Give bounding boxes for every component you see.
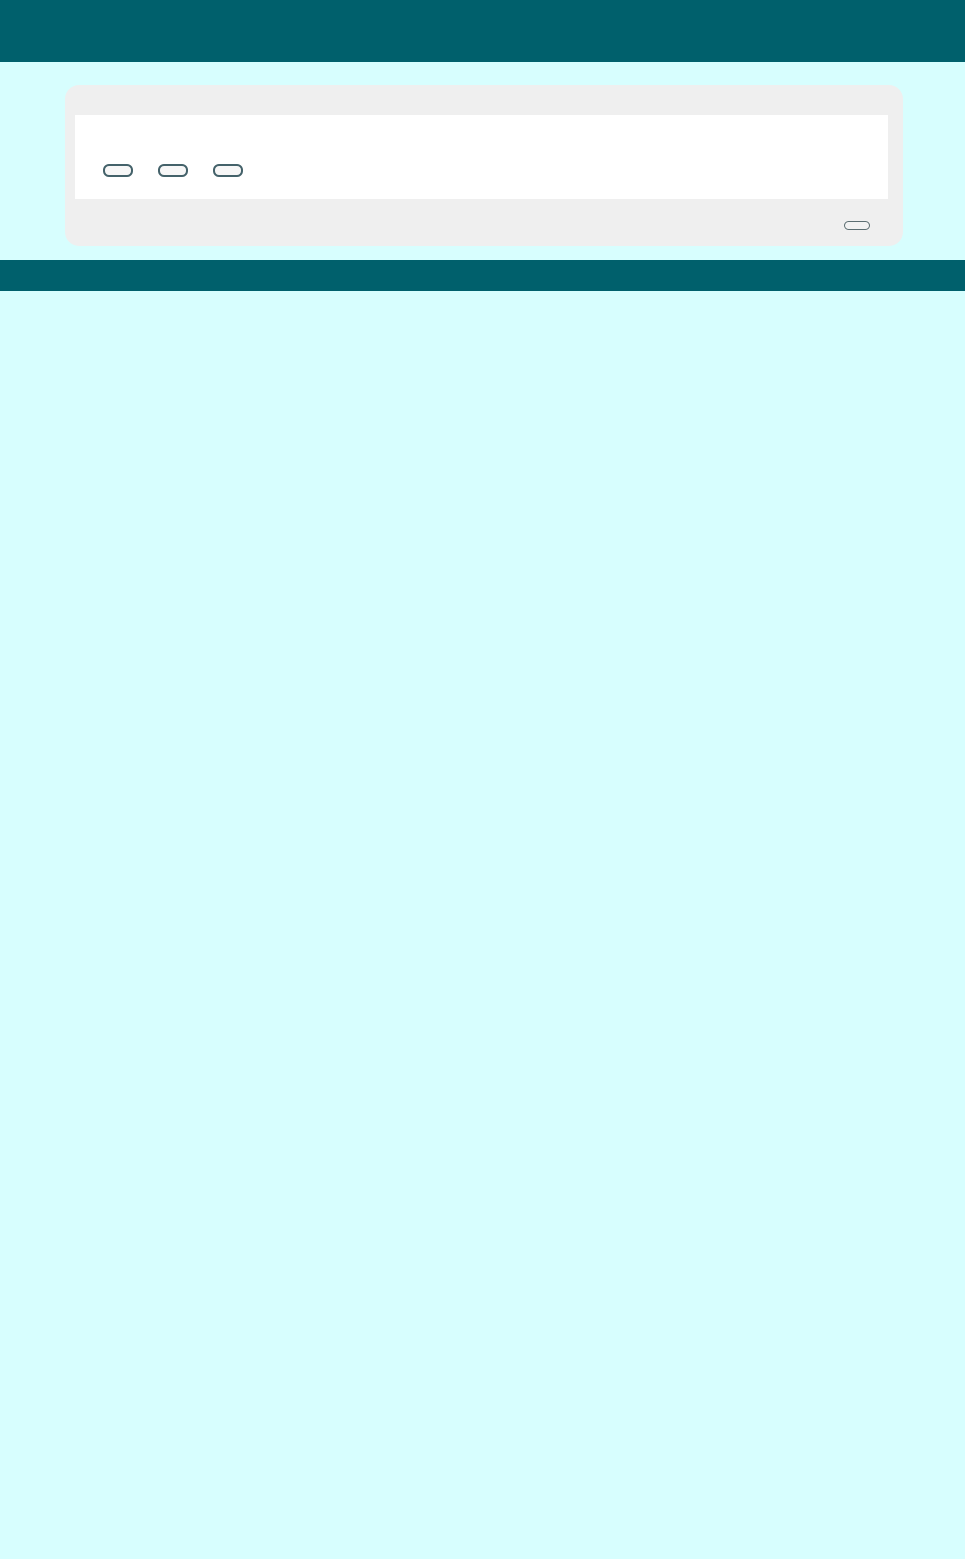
footer-bar — [0, 260, 965, 291]
questionnaire-panel — [65, 85, 903, 246]
back-without-saving-button[interactable] — [103, 164, 133, 177]
top-header — [0, 0, 965, 62]
show-question-numbers-button[interactable] — [158, 164, 188, 177]
question-form — [75, 115, 888, 199]
exit-button[interactable] — [844, 221, 870, 230]
exit-row — [65, 199, 903, 232]
save-continue-button[interactable] — [213, 164, 243, 177]
form-button-row — [103, 164, 876, 177]
